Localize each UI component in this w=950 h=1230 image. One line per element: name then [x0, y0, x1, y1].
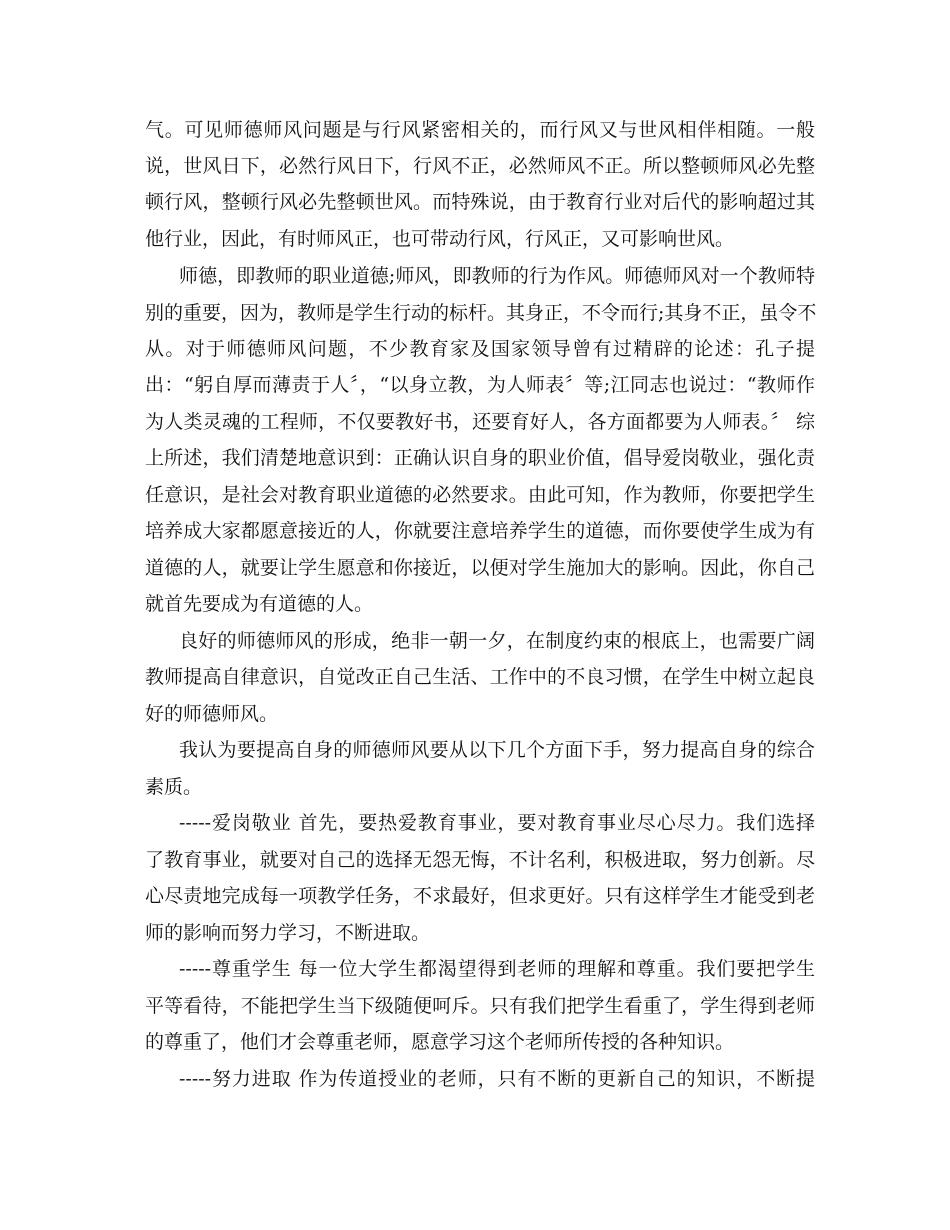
paragraph-first-line: 师德，即教师的职业道德;师风，即教师的行为作风。师德师风对一个教师特	[179, 265, 815, 287]
text-line: 为人类灵魂的工程师，不仅要教好书，还要育好人，各方面都要为人师表。〞 综	[145, 411, 815, 433]
text-line: 任意识，是社会对教育职业道德的必然要求。由此可知，作为教师，你要把学生	[145, 484, 815, 506]
paragraph-first-line: 我认为要提高自身的师德师风要从以下几个方面下手，努力提高自身的综合	[179, 739, 815, 761]
text-line: 培养成大家都愿意接近的人，你就要注意培养学生的道德，而你要使学生成为有	[145, 520, 815, 542]
text-line: 师的影响而努力学习，不断进取。	[145, 922, 431, 944]
text-line: 教师提高自律意识，自觉改正自己生活、工作中的不良习惯，在学生中树立起良	[145, 666, 815, 688]
text-line: 心尽责地完成每一项教学任务，不求最好，但求更好。只有这样学生才能受到老	[145, 885, 815, 907]
text-line: 出：“躬自厚而薄责于人〞，“以身立教，为人师表〞等;江同志也说过：“教师作	[145, 374, 815, 396]
text-line: 了教育事业，就要对自己的选择无怨无悔，不计名利，积极进取，努力创新。尽	[145, 849, 815, 871]
text-line: 气。可见师德师风问题是与行风紧密相关的，而行风又与世风相伴相随。一般	[145, 119, 815, 141]
text-line: 就首先要成为有道德的人。	[145, 593, 374, 615]
text-line: 上所述，我们清楚地意识到：正确认识自身的职业价值，倡导爱岗敬业，强化责	[145, 447, 815, 469]
paragraph-first-line: 良好的师德师风的形成，绝非一朝一夕，在制度约束的根底上，也需要广阔	[179, 630, 815, 652]
text-line: 道德的人，就要让学生愿意和你接近，以便对学生施加大的影响。因此，你自己	[145, 557, 815, 579]
text-line: 的尊重了，他们才会尊重老师，愿意学习这个老师所传授的各种知识。	[145, 1031, 735, 1053]
text-line: 好的师德师风。	[145, 703, 279, 725]
text-line: 说，世风日下，必然行风日下，行风不正，必然师风不正。所以整顿师风必先整	[145, 155, 815, 177]
text-line: 别的重要，因为，教师是学生行动的标杆。其身正，不令而行;其身不正，虽令不	[145, 302, 817, 324]
text-line: 他行业，因此，有时师风正，也可带动行风，行风正，又可影响世风。	[145, 228, 735, 250]
text-line: 从。对于师德师风问题，不少教育家及国家领导曾有过精辟的论述：孔子提	[145, 338, 815, 360]
paragraph-first-line: -----努力进取 作为传道授业的老师，只有不断的更新自己的知识，不断提	[179, 1068, 815, 1090]
text-line: 平等看待，不能把学生当下级随便呵斥。只有我们把学生看重了，学生得到老师	[145, 995, 815, 1017]
paragraph-first-line: -----爱岗敬业 首先，要热爱教育事业，要对教育事业尽心尽力。我们选择	[179, 812, 815, 834]
text-line: 素质。	[145, 776, 203, 798]
paragraph-first-line: -----尊重学生 每一位大学生都渴望得到老师的理解和尊重。我们要把学生	[179, 958, 815, 980]
text-line: 顿行风，整顿行风必先整顿世风。而特殊说，由于教育行业对后代的影响超过其	[145, 191, 815, 213]
